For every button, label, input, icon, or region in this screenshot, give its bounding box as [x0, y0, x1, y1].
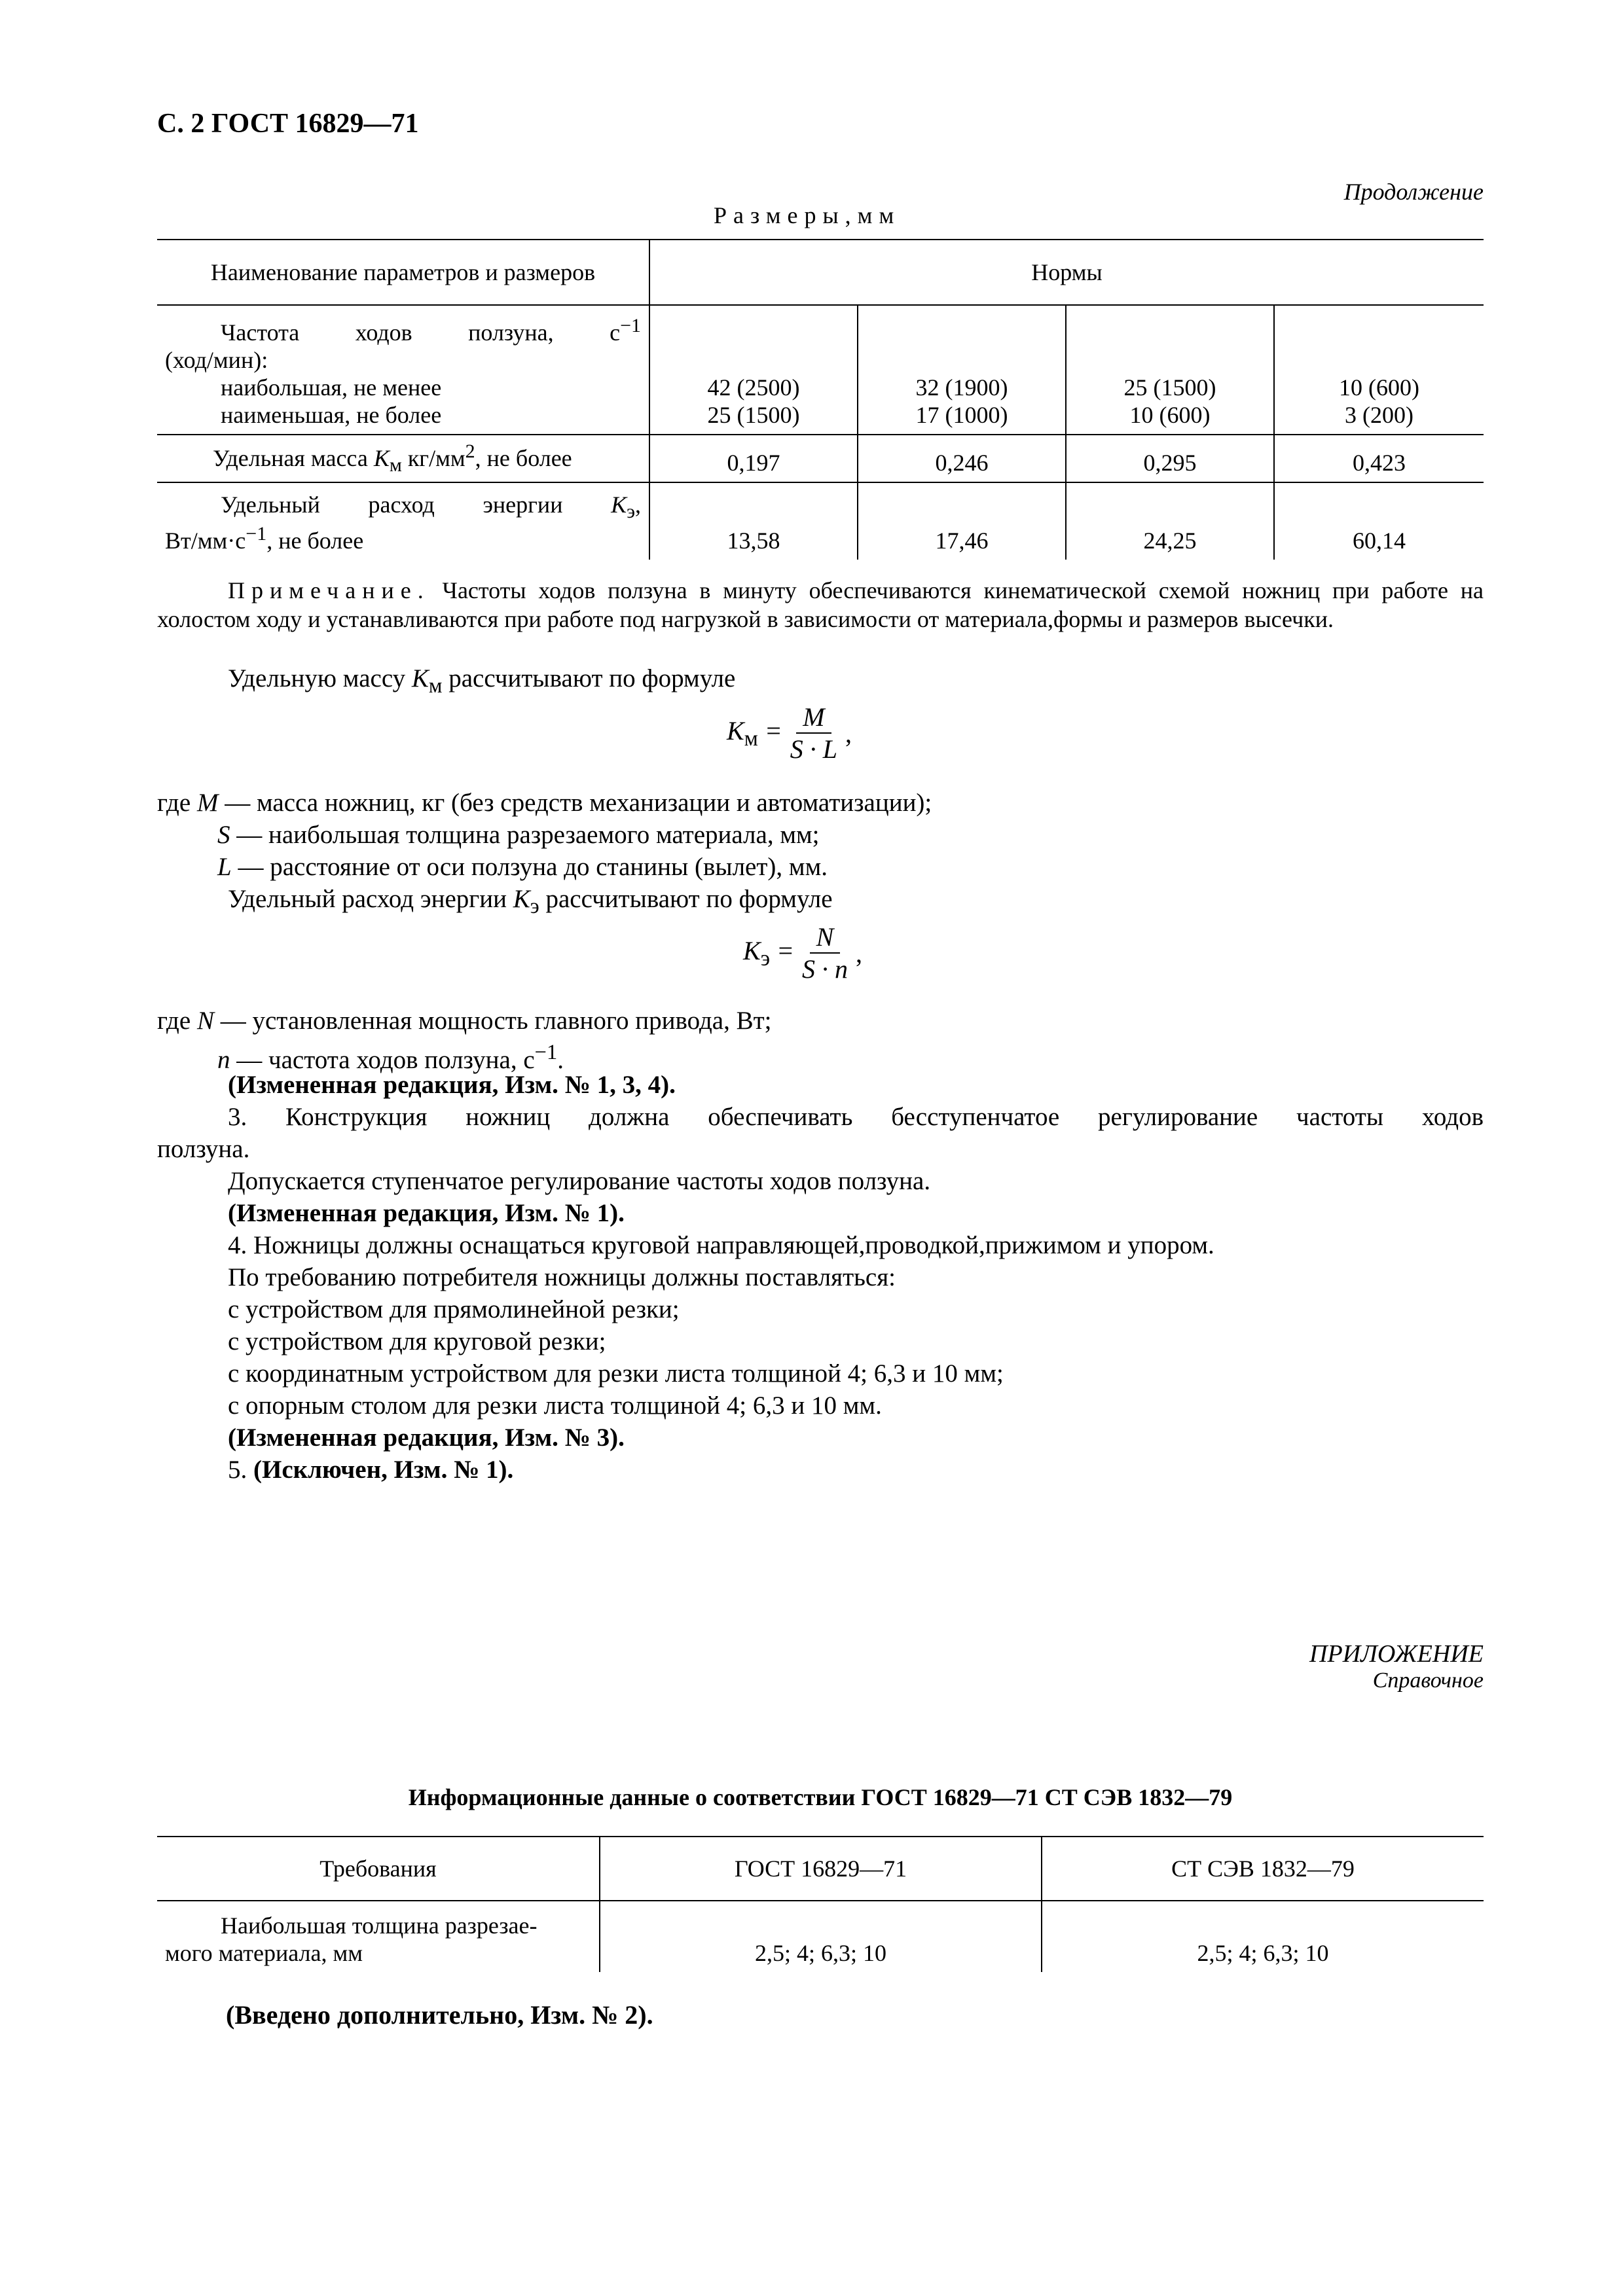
header-param: Наименование параметров и размеров: [157, 240, 649, 305]
where-n: где N — установленная мощность главного привода, Вт;: [157, 1007, 772, 1035]
item-5: 5. (Исключен, Изм. № 1).: [228, 1456, 514, 1484]
item-4-line2: По требованию потребителя ножницы должны поставляться:: [228, 1263, 896, 1291]
item-3-line1: 3. Конструкция ножниц должна обеспечивать бесступенчатое регулирование частоты ходов: [228, 1103, 1484, 1131]
table-note: Примечание. Частоты ходов ползуна в минуту обеспечиваются кинематической схемой ножниц при работе на холостом ходу и устанавливаются при работе под нагрузкой в зависимости от материала,формы и размеров высечки.: [157, 577, 1484, 632]
added-note: (Введено дополнительно, Изм. № 2).: [226, 2000, 653, 2030]
cell: 13,58: [649, 482, 858, 560]
table-row: [157, 305, 1484, 435]
row-stroke-rate-label: Частота ходов ползуна, $с^{-1}$ (ход/мин): наибольшая, не менее наименьшая, не более: [157, 305, 649, 435]
list-item: с устройством для прямолинейной резки;: [228, 1295, 680, 1323]
list-item: с координатным устройством для резки листа толщиной 4; 6,3 и 10 мм;: [228, 1359, 1004, 1388]
header-st-sev: СТ СЭВ 1832—79: [1042, 1837, 1484, 1901]
ke-intro: Удельный расход энергии $K_э$ рассчитывают по формуле: [228, 885, 833, 918]
header-requirements: Требования: [157, 1837, 600, 1901]
correspondence-table: [157, 1836, 1484, 1972]
table-header-row: [157, 1837, 1484, 1901]
cell: 2,5; 4; 6,3; 10: [600, 1901, 1042, 1972]
header-norms: Нормы: [649, 240, 1484, 305]
table-row: [157, 482, 1484, 560]
row-energy-label: Удельный расход энергии $K_э$, $Вт/мм\cdot с^{-1}$, не более: [157, 482, 649, 560]
list-item: с опорным столом для резки листа толщиной 4; 6,3 и 10 мм.: [228, 1391, 882, 1420]
info-title: Информационные данные о соответствии ГОСТ 16829—71 СТ СЭВ 1832—79: [408, 1784, 1233, 1810]
cell: 32 (1900) 17 (1000): [858, 305, 1066, 435]
header-gost: ГОСТ 16829—71: [600, 1837, 1042, 1901]
amendment-1: (Измененная редакция, Изм. № 1, 3, 4).: [228, 1071, 676, 1099]
dimensions-label: Размеры,мм: [714, 202, 901, 228]
cell: 0,197: [649, 435, 858, 482]
cell: 25 (1500) 10 (600): [1066, 305, 1274, 435]
amendment-2: (Измененная редакция, Изм. № 1).: [228, 1199, 625, 1227]
norms-table: [157, 239, 1484, 560]
km-intro: Удельную массу $K_м$ рассчитывают по формуле: [228, 664, 736, 698]
cell: 0,246: [858, 435, 1066, 482]
cell: 24,25: [1066, 482, 1274, 560]
amendment-3: (Измененная редакция, Изм. № 3).: [228, 1424, 625, 1452]
table-row: [157, 435, 1484, 482]
where-m: где M — масса ножниц, кг (без средств механизации и автоматизации);: [157, 789, 932, 817]
item-3-allowed: Допускается ступенчатое регулирование частоты ходов ползуна.: [228, 1167, 931, 1195]
cell: 60,14: [1353, 528, 1406, 554]
table-header-row: [157, 240, 1484, 305]
where-l: L — расстояние от оси ползуна до станины (вылет), мм.: [217, 853, 828, 881]
cell-requirement: Наибольшая толщина разрезае- мого материала, мм: [157, 1901, 600, 1972]
item-4-line1: 4. Ножницы должны оснащаться круговой направляющей,проводкой,прижимом и упором.: [228, 1231, 1214, 1259]
cell: 2,5; 4; 6,3; 10: [1197, 1940, 1329, 1966]
appendix-title: ПРИЛОЖЕНИЕ: [1309, 1640, 1484, 1668]
cell: 10 (600) 3 (200): [1274, 305, 1484, 435]
where-n-small: n — частота ходов ползуна, $с^{-1}$.: [217, 1041, 564, 1074]
formula-ke: $K_э$ = $\frac{N}{S \cdot n}$ ,: [743, 922, 862, 984]
item-3-line2: ползуна.: [157, 1135, 250, 1163]
table-row: [157, 1901, 1484, 1972]
cell: 0,295: [1066, 435, 1274, 482]
formula-km: $K_м$ = $\frac{M}{S \cdot L}$ ,: [727, 702, 852, 764]
page-header: С. 2 ГОСТ 16829—71: [157, 109, 419, 139]
appendix-subtitle: Справочное: [1372, 1668, 1484, 1693]
cell: 0,423: [1274, 435, 1484, 482]
row-specific-mass-label: Удельная масса $K_м$ $кг/мм^2$, не более: [157, 435, 649, 482]
continuation-label: Продолжение: [1343, 179, 1484, 205]
where-s: S — наибольшая толщина разрезаемого материала, мм;: [217, 821, 820, 849]
list-item: с устройством для круговой резки;: [228, 1327, 606, 1355]
cell: 17,46: [858, 482, 1066, 560]
appendix-heading: [1309, 1640, 1484, 1693]
cell: 42 (2500) 25 (1500): [649, 305, 858, 435]
